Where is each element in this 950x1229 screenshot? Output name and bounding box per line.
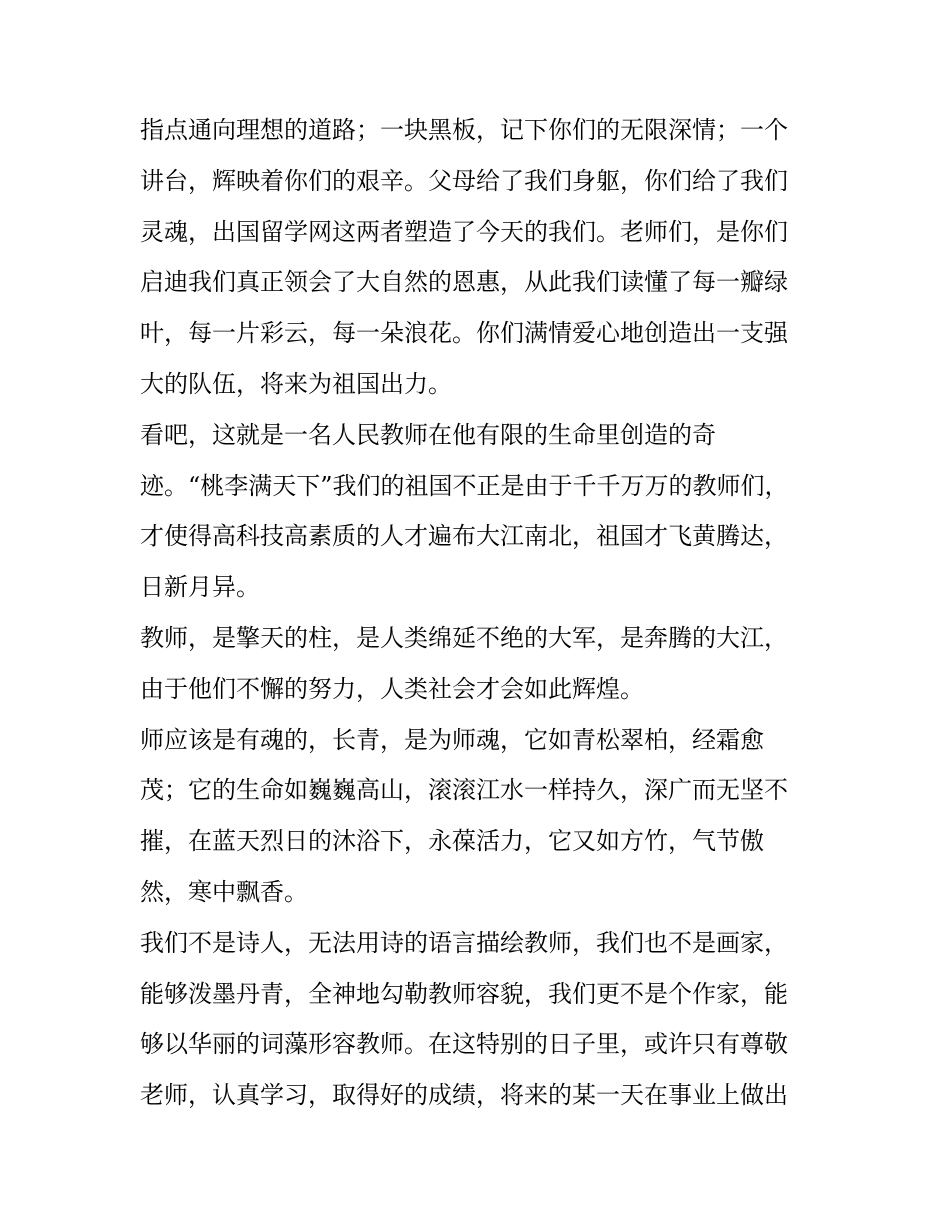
text-line: 老师，认真学习，取得好的成绩，将来的某一天在事业上做出 (140, 1081, 788, 1110)
text-line: 我们不是诗人，无法用诗的语言描绘教师，我们也不是画家， (140, 928, 788, 957)
text-line: 由于他们不懈的努力，人类社会才会如此辉煌。 (140, 674, 644, 703)
text-line: 茂；它的生命如巍巍高山，滚滚江水一样持久，深广而无坚不 (140, 776, 788, 805)
body-text (140, 105, 820, 1121)
text-line: 然，寒中飘香。 (140, 877, 308, 906)
text-line: 教师，是擎天的柱，是人类绵延不绝的大军，是奔腾的大江， (140, 623, 788, 652)
text-line: 才使得高科技高素质的人才遍布大江南北，祖国才飞黄腾达， (140, 522, 788, 551)
text-line: 大的队伍，将来为祖国出力。 (140, 369, 452, 398)
text-line: 够以华丽的词藻形容教师。在这特别的日子里，或许只有尊敬 (140, 1030, 788, 1059)
text-line: 看吧，这就是一名人民教师在他有限的生命里创造的奇 (140, 420, 716, 449)
text-line: 日新月异。 (140, 573, 260, 602)
text-line: 灵魂，出国留学网这两者塑造了今天的我们。老师们，是你们 (140, 217, 788, 246)
text-line: 叶，每一片彩云，每一朵浪花。你们满情爱心地创造出一支强 (140, 319, 788, 348)
text-line: 讲台，辉映着你们的艰辛。父母给了我们身躯，你们给了我们 (140, 166, 788, 195)
text-line: 指点通向理想的道路；一块黑板，记下你们的无限深情；一个 (140, 116, 788, 144)
text-line: 迹。“桃李满天下”我们的祖国不正是由于千千万万的教师们， (140, 471, 789, 500)
text-line: 师应该是有魂的，长青，是为师魂，它如青松翠柏，经霜愈 (140, 725, 764, 754)
text-line: 启迪我们真正领会了大自然的恩惠，从此我们读懂了每一瓣绿 (140, 268, 788, 297)
text-line: 能够泼墨丹青，全神地勾勒教师容貌，我们更不是个作家，能 (140, 979, 788, 1008)
text-line: 摧，在蓝天烈日的沐浴下，永葆活力，它又如方竹，气节傲 (140, 827, 764, 856)
